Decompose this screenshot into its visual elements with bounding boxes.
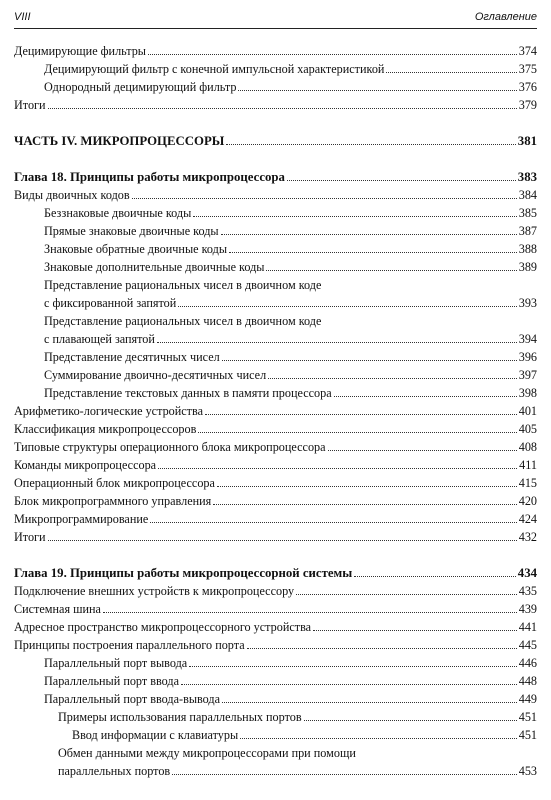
toc-entry-title: Однородный децимирующий фильтр	[44, 80, 237, 94]
dot-leader	[266, 270, 516, 271]
toc-entry[interactable]	[14, 330, 537, 348]
toc-entry-title: Системная шина	[14, 602, 101, 616]
toc-entry-title: Ввод информации с клавиатуры	[72, 728, 239, 742]
dot-leader	[229, 252, 517, 253]
toc-page-number: 439	[518, 602, 537, 616]
toc-spacer	[14, 546, 537, 564]
toc-page-number: 453	[518, 764, 537, 778]
toc-entry-title: Типовые структуры операционного блока микропроцессора	[14, 440, 326, 454]
toc-entry-title: ЧАСТЬ IV. МИКРОПРОЦЕССОРЫ	[14, 134, 225, 148]
toc-entry-title: Знаковые дополнительные двоичные коды	[44, 260, 265, 274]
dot-leader	[226, 144, 515, 145]
toc-entry-title: Децимирующий фильтр с конечной импульсной характеристикой	[44, 62, 385, 76]
toc-page-number: 432	[518, 530, 537, 544]
dot-leader	[247, 648, 517, 649]
dot-leader	[132, 198, 517, 199]
toc-entry-title: Арифметико-логические устройства	[14, 404, 204, 418]
toc-entry-title: Итоги	[14, 98, 46, 112]
toc-entry[interactable]	[14, 186, 537, 204]
toc-entry-title: Представление десятичных чисел	[44, 350, 220, 364]
toc-page-number: 396	[518, 350, 537, 364]
toc-entry[interactable]	[14, 222, 537, 240]
toc-entry-title: Параллельный порт вывода	[44, 656, 188, 670]
toc-page-number: 441	[518, 620, 537, 634]
dot-leader	[240, 738, 517, 739]
toc-heading[interactable]	[14, 132, 537, 150]
section-title: Оглавление	[474, 11, 537, 23]
toc-entry-title: Операционный блок микропроцессора	[14, 476, 215, 490]
toc-entry[interactable]	[14, 528, 537, 546]
toc-page-number: 405	[518, 422, 537, 436]
dot-leader	[205, 414, 517, 415]
toc-page-number: 393	[518, 296, 537, 310]
toc-page-number: 379	[518, 98, 537, 112]
toc-entry-title: параллельных портов	[58, 764, 171, 778]
toc-entry[interactable]	[14, 582, 537, 600]
toc-heading[interactable]	[14, 168, 537, 186]
toc-page-number: 415	[518, 476, 537, 490]
toc-entry-title: Микропрограммирование	[14, 512, 149, 526]
toc-entry-title: Команды микропроцессора	[14, 458, 157, 472]
toc-entry[interactable]	[14, 294, 537, 312]
toc-entry[interactable]	[14, 240, 537, 258]
toc-entry[interactable]	[14, 60, 537, 78]
toc-heading[interactable]	[14, 564, 537, 582]
toc-entry-title: Прямые знаковые двоичные коды	[44, 224, 219, 238]
toc-entry-title: Блок микропрограммного управления	[14, 494, 212, 508]
dot-leader	[221, 234, 517, 235]
dot-leader	[189, 666, 517, 667]
toc-entry[interactable]	[14, 708, 537, 726]
toc-entry-title: Итоги	[14, 530, 46, 544]
toc-entry[interactable]	[14, 258, 537, 276]
toc-entry[interactable]	[14, 492, 537, 510]
dot-leader	[103, 612, 517, 613]
toc-entry[interactable]	[14, 402, 537, 420]
toc-page-number: 424	[518, 512, 537, 526]
dot-leader	[198, 432, 516, 433]
dot-leader	[304, 720, 517, 721]
toc-page-number: 435	[518, 584, 537, 598]
toc-page-number: 384	[518, 188, 537, 202]
dot-leader	[268, 378, 517, 379]
toc-page-number: 387	[518, 224, 537, 238]
page-number: VIII	[14, 11, 31, 23]
toc-entry[interactable]	[14, 474, 537, 492]
toc-entry[interactable]	[14, 204, 537, 222]
toc-entry-title: Принципы построения параллельного порта	[14, 638, 245, 652]
dot-leader	[328, 450, 517, 451]
dot-leader	[150, 522, 516, 523]
toc-page-number: 446	[518, 656, 537, 670]
toc-page-number: 385	[518, 206, 537, 220]
toc-entry-title: Представление рациональных чисел в двоичном коде	[44, 314, 322, 328]
toc-entry-title: Адресное пространство микропроцессорного устройства	[14, 620, 312, 634]
toc-entry[interactable]	[14, 420, 537, 438]
toc-entry[interactable]	[14, 726, 537, 744]
dot-leader	[313, 630, 517, 631]
toc-entry-title: Децимирующие фильтры	[14, 44, 146, 58]
toc-entry[interactable]	[14, 78, 537, 96]
toc-entry[interactable]	[14, 510, 537, 528]
dot-leader	[386, 72, 516, 73]
dot-leader	[222, 702, 517, 703]
dot-leader	[238, 90, 516, 91]
toc-page-number: 434	[517, 566, 537, 580]
page-header	[14, 8, 537, 29]
toc-spacer	[14, 114, 537, 132]
dot-leader	[181, 684, 517, 685]
toc-entry[interactable]	[14, 600, 537, 618]
toc-entry-title: Классификация микропроцессоров	[14, 422, 197, 436]
toc-entry-title: Представление рациональных чисел в двоичном коде	[44, 278, 322, 292]
dot-leader	[48, 108, 517, 109]
toc-page-number: 408	[518, 440, 537, 454]
toc-entry[interactable]	[14, 636, 537, 654]
toc-page-number: 376	[518, 80, 537, 94]
toc-entry[interactable]	[14, 312, 537, 330]
toc-entry[interactable]	[14, 672, 537, 690]
toc-entry-title: Глава 18. Принципы работы микропроцессора	[14, 170, 285, 184]
toc-page-number: 445	[518, 638, 537, 652]
toc-page-number: 374	[518, 44, 537, 58]
toc-entry-title: с фиксированной запятой	[44, 296, 177, 310]
toc-entry-title: Виды двоичных кодов	[14, 188, 130, 202]
toc-entry[interactable]	[14, 618, 537, 636]
dot-leader	[354, 576, 516, 577]
toc-entry[interactable]	[14, 456, 537, 474]
toc-entry-title: Параллельный порт ввода-вывода	[44, 692, 221, 706]
toc-entry[interactable]	[14, 42, 537, 60]
toc-entry-title: Обмен данными между микропроцессорами при помощи	[58, 746, 356, 760]
toc-page-number: 394	[518, 332, 537, 346]
toc-entry[interactable]	[14, 654, 537, 672]
dot-leader	[222, 360, 517, 361]
toc-entry[interactable]	[14, 348, 537, 366]
toc-entry[interactable]	[14, 744, 537, 762]
dot-leader	[158, 468, 517, 469]
toc-page-number: 381	[517, 134, 537, 148]
toc-entry-title: Беззнаковые двоичные коды	[44, 206, 192, 220]
toc-page-number: 375	[518, 62, 537, 76]
toc-page-number: 383	[517, 170, 537, 184]
dot-leader	[148, 54, 517, 55]
toc-entry[interactable]	[14, 276, 537, 294]
dot-leader	[172, 774, 517, 775]
toc-page-number: 448	[518, 674, 537, 688]
toc-entry-title: Представление текстовых данных в памяти процессора	[44, 386, 332, 400]
dot-leader	[296, 594, 517, 595]
dot-leader	[48, 540, 517, 541]
toc-page-number: 388	[518, 242, 537, 256]
toc-entry-title: Суммирование двоично-десятичных чисел	[44, 368, 267, 382]
toc-page-number: 398	[518, 386, 537, 400]
dot-leader	[213, 504, 516, 505]
toc-entry-title: Примеры использования параллельных портов	[58, 710, 302, 724]
toc-page-number: 397	[518, 368, 537, 382]
toc-entry-title: Знаковые обратные двоичные коды	[44, 242, 228, 256]
dot-leader	[178, 306, 516, 307]
toc-page-number: 451	[518, 710, 537, 724]
dot-leader	[157, 342, 517, 343]
toc-page-number: 389	[518, 260, 537, 274]
toc-page-number: 449	[518, 692, 537, 706]
toc-entry[interactable]	[14, 438, 537, 456]
toc-page-number: 401	[518, 404, 537, 418]
toc-page-number: 411	[519, 458, 537, 472]
toc-entry[interactable]	[14, 96, 537, 114]
dot-leader	[334, 396, 517, 397]
toc-page-number: 420	[518, 494, 537, 508]
dot-leader	[287, 180, 516, 181]
toc-entry-title: Подключение внешних устройств к микропроцессору	[14, 584, 295, 598]
table-of-contents	[14, 42, 537, 780]
toc-entry[interactable]	[14, 384, 537, 402]
toc-entry-title: Глава 19. Принципы работы микропроцессорной системы	[14, 566, 353, 580]
toc-entry[interactable]	[14, 366, 537, 384]
toc-page-number: 451	[518, 728, 537, 742]
dot-leader	[193, 216, 516, 217]
toc-spacer	[14, 150, 537, 168]
toc-entry-title: с плавающей запятой	[44, 332, 155, 346]
dot-leader	[217, 486, 517, 487]
toc-entry[interactable]	[14, 762, 537, 780]
toc-entry-title: Параллельный порт ввода	[44, 674, 180, 688]
toc-entry[interactable]	[14, 690, 537, 708]
